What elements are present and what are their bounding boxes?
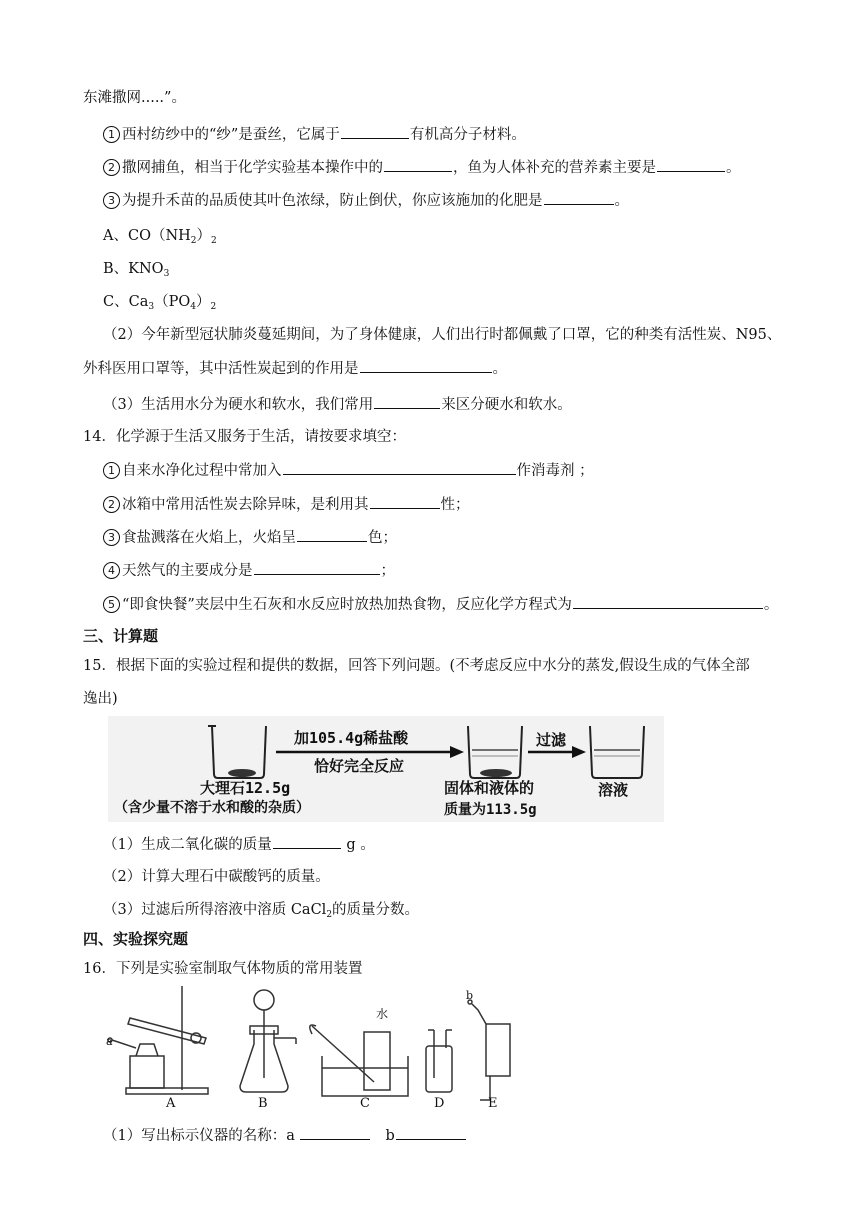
apparatus-e-icon — [468, 1000, 510, 1100]
label-mixture-b: 质量为113.5g — [444, 802, 537, 818]
circled-number: 5 — [103, 596, 120, 613]
apparatus-b-icon — [240, 990, 296, 1092]
q13-item-2: 2 撒网捕鱼，相当于化学实验基本操作中的 ，鱼为人体补充的营养素主要是 。 — [103, 157, 741, 178]
q15-part3: （3）过滤后所得溶液中溶质 CaCl$_2$的质量分数。 — [103, 902, 420, 920]
answer-blank[interactable] — [573, 594, 763, 609]
answer-blank[interactable] — [283, 460, 516, 475]
label-small-a: a — [106, 1035, 113, 1048]
circled-number: 1 — [103, 462, 120, 479]
circled-number: 1 — [103, 126, 120, 143]
label-e: E — [488, 1096, 498, 1111]
circled-number: 4 — [103, 562, 120, 579]
q14-item-5: 5 “即食快餐”夹层中生石灰和水反应时放热加热食物，反应化学方程式为 。 — [103, 594, 778, 615]
q15-stem-line2: 逸出) — [83, 691, 118, 707]
circled-number: 3 — [103, 192, 120, 209]
q14-stem: 14．化学源于生活又服务于生活，请按要求填空： — [83, 429, 406, 445]
answer-blank[interactable] — [300, 1125, 370, 1140]
q13-item-1: 1 西村纺纱中的“纱”是蚕丝，它属于 有机高分子材料。 — [103, 124, 526, 145]
answer-blank[interactable] — [396, 1125, 466, 1140]
answer-blank[interactable] — [544, 190, 614, 205]
answer-blank[interactable] — [254, 560, 380, 575]
label-filter: 过滤 — [536, 731, 567, 749]
circled-number: 2 — [103, 159, 120, 176]
q16-stem: 16．下列是实验室制取气体物质的常用装置 — [83, 961, 363, 977]
label-a: A — [166, 1096, 176, 1111]
apparatus-c-icon — [310, 1025, 408, 1096]
answer-blank[interactable] — [273, 834, 341, 849]
answer-blank[interactable] — [341, 124, 409, 139]
q13-part3: （3）生活用水分为硬水和软水，我们常用 来区分硬水和软水。 — [103, 394, 572, 415]
section-heading-3: 三、计算题 — [83, 627, 159, 645]
apparatus-d-icon — [426, 1030, 452, 1092]
arrow-label-top: 加105.4g稀盐酸 — [294, 729, 409, 747]
label-d: D — [434, 1096, 445, 1111]
answer-blank[interactable] — [370, 494, 440, 509]
q16-part1: （1）写出标示仪器的名称：a b — [103, 1125, 467, 1146]
option-b: B、$KNO_3$ — [103, 261, 170, 279]
arrow-label-bottom: 恰好完全反应 — [314, 757, 405, 775]
answer-blank[interactable] — [374, 394, 440, 409]
answer-blank[interactable] — [297, 527, 367, 542]
marble-icon — [228, 769, 256, 777]
q15-stem-line1: 15．根据下面的实验过程和提供的数据，回答下列问题。(不考虑反应中水分的蒸发,假设生成的气体全部 — [83, 658, 750, 674]
q14-item-3: 3 食盐溅落在火焰上，火焰呈 色； — [103, 527, 397, 548]
q14-item-1: 1 自来水净化过程中常加入 作消毒剂 ； — [103, 460, 594, 481]
q14-item-2: 2 冰箱中常用活性炭去除异味，是利用其 性； — [103, 494, 470, 515]
answer-blank[interactable] — [657, 157, 725, 172]
q15-part1: （1）生成二氧化碳的质量 g 。 — [103, 834, 375, 855]
label-small-b: b — [466, 989, 474, 1002]
label-water: 水 — [376, 1007, 389, 1021]
label-marble: 大理石12.5g — [200, 779, 291, 797]
circled-number: 3 — [103, 529, 120, 546]
answer-blank[interactable] — [384, 157, 452, 172]
label-b: B — [258, 1096, 268, 1111]
q13-part2-line1: （2）今年新型冠状肺炎蔓延期间，为了身体健康，人们出行时都佩戴了口罩，它的种类有活性炭、N95、 — [103, 327, 782, 343]
label-c: C — [360, 1096, 370, 1111]
apparatus-a-icon — [108, 986, 208, 1094]
apparatus-diagram — [106, 982, 520, 1118]
answer-blank[interactable] — [360, 358, 492, 373]
text-fragment: 东滩撒网.....”。 — [83, 90, 186, 106]
circled-number: 2 — [103, 496, 120, 513]
q14-item-4: 4 天然气的主要成分是 ； — [103, 560, 395, 581]
label-impurity: （含少量不溶于水和酸的杂质） — [114, 800, 310, 816]
q13-part2-line2: 外科医用口罩等，其中活性炭起到的作用是 。 — [83, 358, 507, 379]
label-solution: 溶液 — [598, 781, 629, 799]
q15-part2: （2）计算大理石中碳酸钙的质量。 — [103, 869, 330, 885]
option-c: C、$Ca_3(PO_4)_2$ — [103, 294, 217, 312]
section-heading-4: 四、实验探究题 — [83, 930, 189, 948]
label-mixture-a: 固体和液体的 — [444, 779, 535, 797]
experiment-diagram — [108, 716, 664, 822]
q13-item-3: 3 为提升禾苗的品质使其叶色浓绿，防止倒伏，你应该施加的化肥是 。 — [103, 190, 629, 211]
option-a: A、$CO(NH_2)_2$ — [103, 228, 217, 246]
